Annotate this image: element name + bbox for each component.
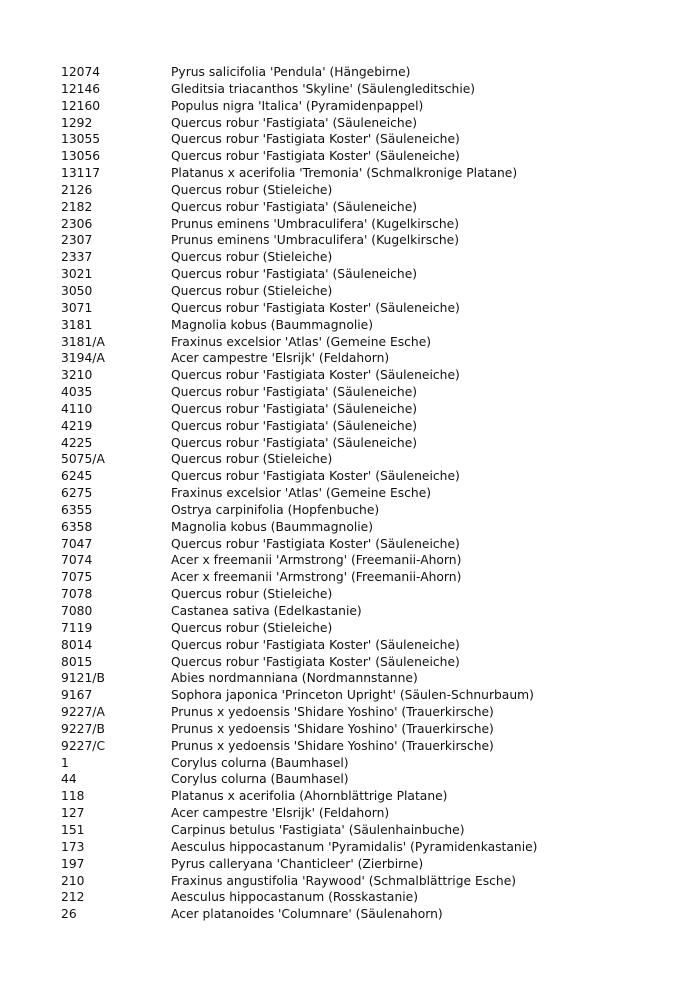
tree-species: Quercus robur 'Fastigiata' (Säuleneiche) <box>171 115 418 130</box>
tree-species: Fraxinus excelsior 'Atlas' (Gemeine Esche) <box>171 334 432 349</box>
tree-species: Pyrus calleryana 'Chanticleer' (Zierbirne) <box>171 856 424 871</box>
tree-species: Acer campestre 'Elsrijk' (Feldahorn) <box>171 351 390 366</box>
tree-id: 2337 <box>61 250 93 265</box>
tree-id: 8015 <box>61 654 93 669</box>
tree-species: Magnolia kobus (Baummagnolie) <box>171 317 374 332</box>
tree-id: 44 <box>61 772 77 787</box>
tree-id: 13117 <box>61 166 101 181</box>
tree-species: Quercus robur (Stieleiche) <box>171 587 333 602</box>
table-row <box>61 603 661 620</box>
tree-id: 9227/B <box>61 721 105 736</box>
table-row <box>61 906 661 923</box>
tree-id: 151 <box>61 822 85 837</box>
table-row <box>61 637 661 654</box>
table-row <box>61 451 661 468</box>
tree-id: 7074 <box>61 553 93 568</box>
tree-species: Prunus eminens 'Umbraculifera' (Kugelkirsche) <box>171 233 460 248</box>
tree-species: Quercus robur 'Fastigiata Koster' (Säuleneiche) <box>171 132 460 147</box>
table-row <box>61 485 661 502</box>
table-row <box>61 165 661 182</box>
tree-species: Quercus robur 'Fastigiata Koster' (Säuleneiche) <box>171 368 460 383</box>
tree-species: Quercus robur (Stieleiche) <box>171 182 333 197</box>
table-row <box>61 889 661 906</box>
tree-id: 173 <box>61 839 85 854</box>
table-row <box>61 182 661 199</box>
tree-species: Quercus robur 'Fastigiata Koster' (Säuleneiche) <box>171 469 460 484</box>
tree-species: Corylus colurna (Baumhasel) <box>171 772 349 787</box>
table-row <box>61 519 661 536</box>
table-row <box>61 232 661 249</box>
table-row <box>61 569 661 586</box>
tree-id: 3071 <box>61 300 93 315</box>
tree-id: 118 <box>61 789 85 804</box>
table-row <box>61 755 661 772</box>
tree-id: 4035 <box>61 385 93 400</box>
table-row <box>61 384 661 401</box>
tree-id: 13055 <box>61 132 101 147</box>
table-row <box>61 805 661 822</box>
tree-id: 5075/A <box>61 452 105 467</box>
tree-species: Aesculus hippocastanum 'Pyramidalis' (Pyramidenkastanie) <box>171 839 538 854</box>
table-row <box>61 64 661 81</box>
tree-id: 7080 <box>61 604 93 618</box>
tree-id: 2306 <box>61 216 93 231</box>
tree-id: 3021 <box>61 267 93 282</box>
table-row <box>61 873 661 890</box>
table-row <box>61 98 661 115</box>
table-row <box>61 283 661 300</box>
table-row <box>61 334 661 351</box>
table-row <box>61 468 661 485</box>
table-row <box>61 502 661 519</box>
tree-species: Acer platanoides 'Columnare' (Säulenahorn) <box>171 907 443 922</box>
tree-species: Carpinus betulus 'Fastigiata' (Säulenhainbuche) <box>171 822 465 837</box>
tree-species: Acer campestre 'Elsrijk' (Feldahorn) <box>171 806 390 821</box>
tree-species: Quercus robur 'Fastigiata' (Säuleneiche) <box>171 418 418 433</box>
table-row <box>61 401 661 418</box>
tree-species: Aesculus hippocastanum (Rosskastanie) <box>171 890 419 905</box>
table-row <box>61 839 661 856</box>
tree-species: Quercus robur 'Fastigiata Koster' (Säuleneiche) <box>171 637 460 652</box>
table-row <box>61 536 661 553</box>
table-row <box>61 367 661 384</box>
tree-id: 2126 <box>61 182 93 197</box>
table-row <box>61 822 661 839</box>
table-row <box>61 620 661 637</box>
tree-id: 7075 <box>61 570 93 585</box>
tree-id: 4225 <box>61 435 93 450</box>
tree-species: Platanus x acerifolia 'Tremonia' (Schmalkronige Platane) <box>171 166 518 181</box>
table-row <box>61 266 661 283</box>
tree-species: Prunus x yedoensis 'Shidare Yoshino' (Trauerkirsche) <box>171 705 494 720</box>
tree-species: Prunus x yedoensis 'Shidare Yoshino' (Trauerkirsche) <box>171 721 494 736</box>
tree-id: 210 <box>61 873 85 888</box>
tree-id: 9227/A <box>61 705 105 720</box>
tree-id: 2307 <box>61 233 93 248</box>
tree-id: 6355 <box>61 502 93 517</box>
table-row <box>61 148 661 165</box>
tree-species: Quercus robur (Stieleiche) <box>171 452 333 467</box>
tree-species: Quercus robur (Stieleiche) <box>171 283 333 298</box>
tree-id: 9121/B <box>61 671 105 686</box>
tree-id: 127 <box>61 806 85 821</box>
tree-species: Fraxinus angustifolia 'Raywood' (Schmalblättrige Esche) <box>171 873 517 888</box>
tree-species: Platanus x acerifolia (Ahornblättrige Platane) <box>171 789 448 804</box>
tree-species: Ostrya carpinifolia (Hopfenbuche) <box>171 502 380 517</box>
table-row <box>61 81 661 98</box>
table-row <box>61 670 661 687</box>
tree-id: 7119 <box>61 620 93 635</box>
tree-id: 9167 <box>61 688 93 703</box>
table-row <box>61 856 661 873</box>
tree-id: 12146 <box>61 81 101 96</box>
tree-species: Sophora japonica 'Princeton Upright' (Säulen-Schnurbaum) <box>171 688 534 703</box>
tree-species: Prunus x yedoensis 'Shidare Yoshino' (Trauerkirsche) <box>171 738 494 753</box>
tree-id: 6275 <box>61 486 93 501</box>
tree-species: Quercus robur 'Fastigiata Koster' (Säuleneiche) <box>171 149 460 164</box>
tree-species: Quercus robur 'Fastigiata Koster' (Säuleneiche) <box>171 536 460 551</box>
tree-id: 3181 <box>61 317 93 332</box>
tree-species: Quercus robur 'Fastigiata' (Säuleneiche) <box>171 199 418 214</box>
tree-id: 13056 <box>61 149 101 164</box>
table-row <box>61 654 661 671</box>
tree-species: Quercus robur (Stieleiche) <box>171 620 333 635</box>
tree-species: Fraxinus excelsior 'Atlas' (Gemeine Esche) <box>171 486 432 501</box>
tree-species: Magnolia kobus (Baummagnolie) <box>171 519 374 534</box>
table-row <box>61 249 661 266</box>
table-row <box>61 418 661 435</box>
tree-species: Abies nordmanniana (Nordmannstanne) <box>171 671 418 686</box>
table-row <box>61 788 661 805</box>
table-row <box>61 131 661 148</box>
tree-id: 9227/C <box>61 738 106 753</box>
tree-species: Populus nigra 'Italica' (Pyramidenpappel) <box>171 98 424 113</box>
tree-species: Acer x freemanii 'Armstrong' (Freemanii-Ahorn) <box>171 570 462 585</box>
tree-id: 2182 <box>61 199 93 214</box>
tree-id: 3194/A <box>61 351 105 366</box>
tree-species: Quercus robur 'Fastigiata Koster' (Säuleneiche) <box>171 300 460 315</box>
tree-id: 7047 <box>61 536 93 551</box>
table-row <box>61 115 661 132</box>
table-row <box>61 738 661 755</box>
tree-species: Prunus eminens 'Umbraculifera' (Kugelkirsche) <box>171 216 460 231</box>
tree-id: 4110 <box>61 401 93 416</box>
tree-species: Quercus robur 'Fastigiata' (Säuleneiche) <box>171 267 418 282</box>
tree-id: 12074 <box>61 65 101 79</box>
tree-id: 7078 <box>61 587 93 602</box>
tree-species: Quercus robur 'Fastigiata' (Säuleneiche) <box>171 401 418 416</box>
table-row <box>61 317 661 334</box>
tree-id: 12160 <box>61 98 101 113</box>
tree-species: Castanea sativa (Edelkastanie) <box>171 604 362 618</box>
tree-id: 4219 <box>61 418 93 433</box>
tree-species: Pyrus salicifolia 'Pendula' (Hängebirne) <box>171 65 411 79</box>
tree-species: Gleditsia triacanthos 'Skyline' (Säulengleditschie) <box>171 81 476 96</box>
table-row <box>61 300 661 317</box>
tree-list <box>61 64 661 923</box>
tree-species: Quercus robur 'Fastigiata' (Säuleneiche) <box>171 385 418 400</box>
table-row <box>61 721 661 738</box>
tree-id: 1292 <box>61 115 93 130</box>
tree-id: 3181/A <box>61 334 105 349</box>
tree-species: Acer x freemanii 'Armstrong' (Freemanii-Ahorn) <box>171 553 462 568</box>
tree-id: 3210 <box>61 368 93 383</box>
tree-id: 26 <box>61 907 77 922</box>
tree-species: Corylus colurna (Baumhasel) <box>171 755 349 770</box>
tree-id: 212 <box>61 890 85 905</box>
tree-id: 1 <box>61 755 69 770</box>
table-row <box>61 350 661 367</box>
table-row <box>61 687 661 704</box>
tree-species: Quercus robur 'Fastigiata Koster' (Säuleneiche) <box>171 654 460 669</box>
table-row <box>61 771 661 788</box>
table-row <box>61 199 661 216</box>
tree-species: Quercus robur (Stieleiche) <box>171 250 333 265</box>
table-row <box>61 552 661 569</box>
table-row <box>61 704 661 721</box>
table-row <box>61 216 661 233</box>
table-row <box>61 435 661 452</box>
tree-id: 197 <box>61 856 85 871</box>
tree-id: 6245 <box>61 469 93 484</box>
tree-id: 6358 <box>61 519 93 534</box>
tree-id: 3050 <box>61 283 93 298</box>
table-row <box>61 586 661 603</box>
tree-species: Quercus robur 'Fastigiata' (Säuleneiche) <box>171 435 418 450</box>
tree-id: 8014 <box>61 637 93 652</box>
